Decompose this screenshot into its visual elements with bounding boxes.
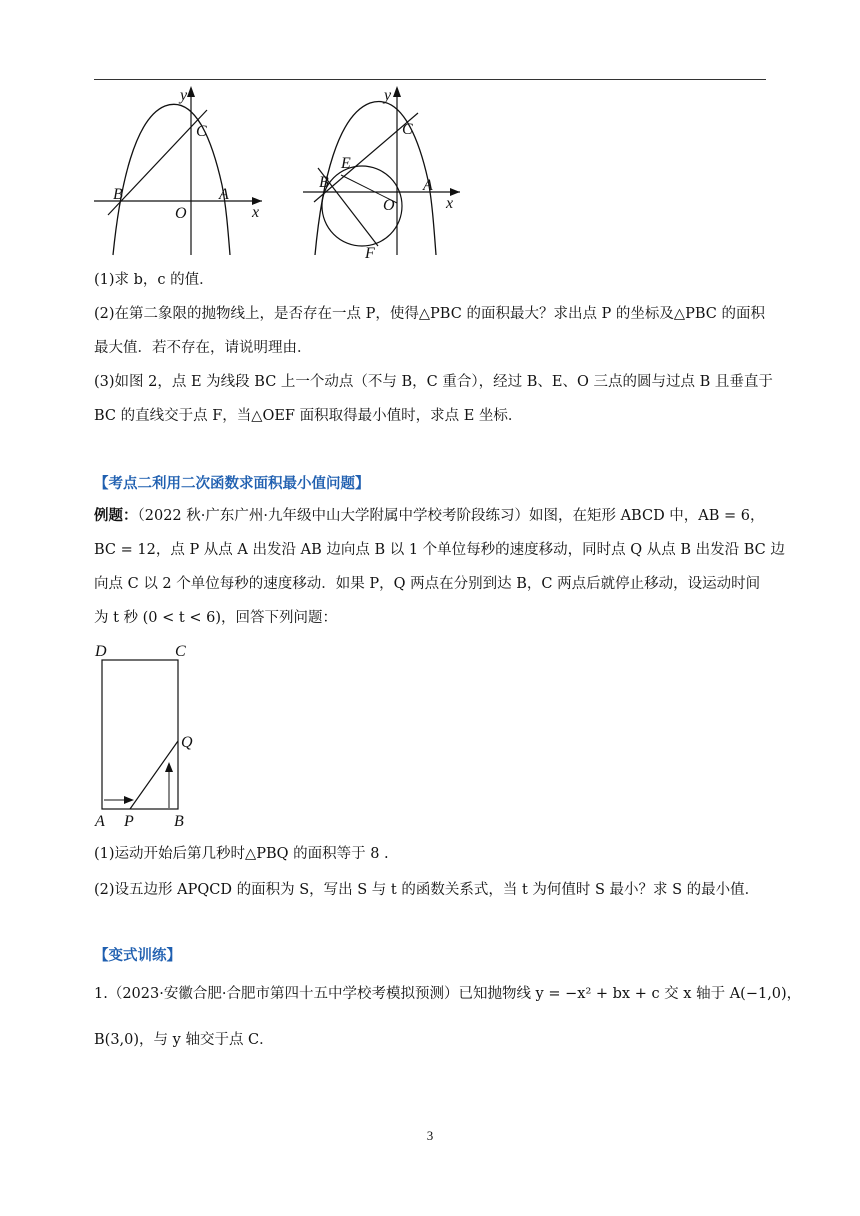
example-line2: BC = 12，点 P 从点 A 出发沿 AB 边向点 B 以 1 个单位每秒的速度移动，同时点 Q 从点 B 出发沿 BC 边 <box>94 542 785 558</box>
label-y: y <box>384 87 392 104</box>
q1-part2-line1: (2)在第二象限的抛物线上，是否存在一点 P，使得△PBC 的面积最大？求出点 P 的坐标及△PBC 的面积 <box>94 306 765 322</box>
label-x: x <box>446 195 454 212</box>
figure-1-parabola <box>94 82 274 262</box>
variant-line1: 1.（2023·安徽合肥·合肥市第四十五中学校考模拟预测）已知抛物线 y = −x² + bx + c 交 x 轴于 A(−1,0)， <box>94 986 802 1002</box>
example-lead: 例题： <box>94 508 138 524</box>
label-p: P <box>124 813 134 830</box>
label-b: B <box>319 174 329 191</box>
label-c: C <box>175 643 186 660</box>
q2-part1: (1)运动开始后第几秒时△PBQ 的面积等于 8 . <box>94 846 389 862</box>
label-y: y <box>180 87 188 104</box>
y-axis-arrow <box>187 86 195 97</box>
label-f: F <box>365 245 375 262</box>
label-c: C <box>196 123 207 140</box>
q1-part1: (1)求 b，c 的值． <box>94 272 214 288</box>
figure-rectangle-abcd <box>94 640 214 832</box>
label-a: A <box>95 813 105 830</box>
label-o: O <box>175 205 187 222</box>
label-o: O <box>383 197 395 214</box>
label-x: x <box>252 204 260 221</box>
label-b: B <box>113 186 123 203</box>
variant-heading: 【变式训练】 <box>94 948 181 964</box>
y-axis-arrow <box>393 86 401 97</box>
rectangle-abcd <box>102 660 178 809</box>
label-e: E <box>341 155 351 172</box>
example-line3: 向点 C 以 2 个单位每秒的速度移动．如果 P，Q 两点在分别到达 B，C 两点后就停止移动，设运动时间 <box>94 576 761 592</box>
label-c: C <box>402 121 413 138</box>
example-line1-text: （2022 秋·广东广州·九年级中山大学附属中学校考阶段练习）如图，在矩形 ABCD 中，AB = 6， <box>137 508 765 524</box>
q1-part3-line1: (3)如图 2，点 E 为线段 BC 上一个动点（不与 B，C 重合），经过 B、E、O 三点的圆与过点 B 且垂直于 <box>94 374 773 390</box>
q1-part3-line2: BC 的直线交于点 F，当△OEF 面积取得最小值时，求点 E 坐标． <box>94 408 523 424</box>
header-rule <box>94 79 766 80</box>
label-b: B <box>174 813 184 830</box>
example-line4: 为 t 秒 (0 < t < 6)，回答下列问题： <box>94 610 337 626</box>
q2-part2: (2)设五边形 APQCD 的面积为 S，写出 S 与 t 的函数关系式，当 t 为何值时 S 最小？求 S 的最小值． <box>94 882 760 898</box>
line-bc <box>108 110 207 215</box>
variant-line2: B(3,0)，与 y 轴交于点 C． <box>94 1032 274 1048</box>
parabola <box>113 104 230 255</box>
arrow-ap-head <box>124 796 134 804</box>
label-d: D <box>95 643 107 660</box>
label-q: Q <box>181 734 193 751</box>
q1-part2-line2: 最大值．若不存在，请说明理由． <box>94 340 312 356</box>
label-a: A <box>219 186 229 203</box>
example-line1 <box>94 506 766 526</box>
page-number: 3 <box>426 1128 434 1143</box>
label-a: A <box>423 177 433 194</box>
figure-2-circle <box>296 82 466 262</box>
section-heading-min-area: 【考点二利用二次函数求面积最小值问题】 <box>94 476 370 492</box>
arrow-bq-head <box>165 762 173 772</box>
segment-pq <box>130 741 178 809</box>
